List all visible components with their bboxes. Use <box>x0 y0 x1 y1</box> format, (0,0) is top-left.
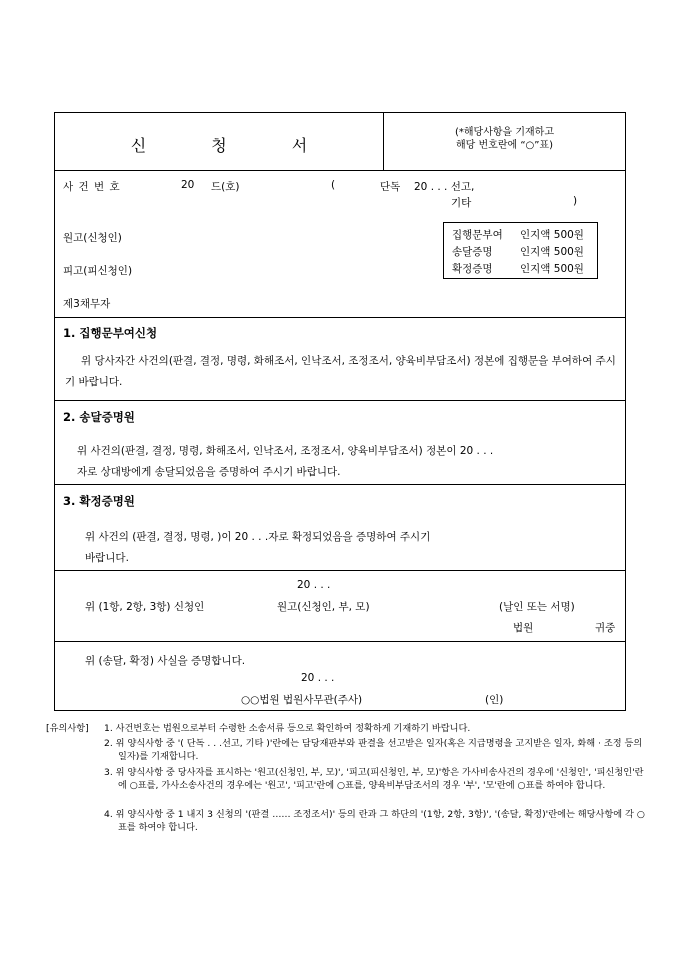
case-paren-open: ( <box>331 179 336 191</box>
tandok-label: 단독 <box>380 181 401 193</box>
fee-row <box>452 261 584 276</box>
title-cell <box>55 113 384 170</box>
fee-amount: 인지액 500원 <box>520 229 584 241</box>
section-2-title: 2. 송달증명원 <box>63 410 135 424</box>
defendant-label: 피고(피신청인) <box>63 265 133 277</box>
section-1-title: 1. 집행문부여신청 <box>63 326 158 340</box>
instruction-note <box>384 126 625 152</box>
section-2-line-2: 자로 상대방에게 송달되었음을 증명하여 주시기 바랍니다. <box>77 466 341 478</box>
court-label: 법원 <box>513 622 534 634</box>
fee-name: 집행문부여 <box>452 229 503 241</box>
case-paren-close: ) <box>573 195 578 207</box>
gwijung-label: 귀중 <box>595 622 616 634</box>
divider <box>55 570 625 571</box>
fee-amount: 인지액 500원 <box>520 263 584 275</box>
case-number-label: 사 건 번 호 <box>63 181 121 193</box>
sentence-date: 20 . . . 선고, <box>414 181 475 193</box>
section-3-line-1: 위 사건의 (판결, 결정, 명령, )이 20 . . .자로 확정되었음을 증명하여 주시기 <box>85 531 431 543</box>
certify-text: 위 (송달, 확정) 사실을 증명합니다. <box>85 655 246 667</box>
case-suffix: 드(호) <box>211 181 240 193</box>
case-year: 20 <box>181 179 195 191</box>
seal-mark: (인) <box>485 694 504 706</box>
note-line-1: (*해당사항을 기재하고 <box>454 127 555 138</box>
divider <box>55 317 625 318</box>
signature-label: (날인 또는 서명) <box>499 601 575 613</box>
caution-item: 3. 위 양식사항 중 당사자를 표시하는 '원고(신청인, 부, 모)', '피고(피신청인, 부, 모)'항은 가사비송사건의 경우에 '신청인', '피신청인'란에 ○표를, 가사소송사건의 경우에는 '원고', '피고'란에 ○표를, 양육비부담조서의 경우 '부', '모'란에 ○표를 하여야 합니다. <box>104 767 644 791</box>
fee-row <box>452 244 584 259</box>
divider <box>55 641 625 642</box>
application-date: 20 . . . <box>297 579 331 591</box>
fee-row <box>452 227 584 242</box>
stamp-fee-box <box>443 222 598 279</box>
section-3-line-2: 바랍니다. <box>85 552 129 564</box>
section-3-title: 3. 확정증명원 <box>63 494 135 508</box>
caution-item: 4. 위 양식사항 중 1 내지 3 신청의 '(판결 …… 조정조서)' 등의 란과 그 하단의 '(1항, 2항, 3항)', '(송달, 확정)'란에는 해당사항에 각 ○표를 하여야 합니다. <box>104 809 645 833</box>
caution-label: [유의사항] <box>46 723 89 734</box>
caution-item: 1. 사건번호는 법원으로부터 수령한 소송서류 등으로 확인하여 정확하게 기재하기 바랍니다. <box>104 723 471 734</box>
application-form <box>54 112 626 711</box>
court-officer: ○○법원 법원사무관(주사) <box>241 694 363 706</box>
fee-name: 확정증명 <box>452 263 493 275</box>
other-label: 기타 <box>451 197 472 209</box>
plaintiff-label: 원고(신청인) <box>63 232 122 244</box>
applicant-line: 위 (1항, 2항, 3항) 신청인 <box>85 601 205 613</box>
third-debtor-label: 제3채무자 <box>63 298 111 310</box>
section-1-body: 위 당사자간 사건의(판결, 결정, 명령, 화해조서, 인낙조서, 조정조서, 양육비부담조서) 정본에 집행문을 부여하여 주시기 바랍니다. <box>65 355 616 388</box>
divider <box>55 400 625 401</box>
form-title: 신 청 서 <box>130 136 338 155</box>
caution-item: 2. 위 양식사항 중 '( 단독 . . .선고, 기타 )'란에는 담당재판부와 판결을 선고받은 일자(혹은 지급명령을 고지받은 일자, 화해 · 조정 등의 일자)를 기재합니다. <box>104 738 643 762</box>
section-2-line-1: 위 사건의(판결, 결정, 명령, 화해조서, 인낙조서, 조정조서, 양육비부담조서) 정본이 20 . . . <box>77 445 494 457</box>
divider <box>55 484 625 485</box>
applicant-role: 원고(신청인, 부, 모) <box>277 601 370 613</box>
fee-name: 송달증명 <box>452 246 493 258</box>
divider <box>55 170 625 171</box>
certify-date: 20 . . . <box>301 672 335 684</box>
fee-amount: 인지액 500원 <box>520 246 584 258</box>
note-line-2: 해당 번호란에 “○”표) <box>456 140 553 151</box>
